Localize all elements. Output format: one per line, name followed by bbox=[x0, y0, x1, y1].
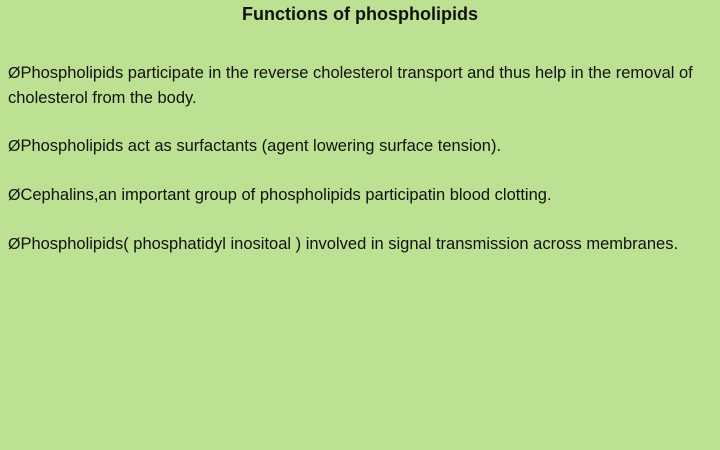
bullet-item-signal-transmission bbox=[8, 232, 708, 257]
bullet-item-reverse-cholesterol-transport bbox=[8, 61, 708, 110]
bullet-arrow-icon: Ø bbox=[8, 65, 21, 82]
bullet-arrow-icon: Ø bbox=[8, 138, 21, 155]
bullet-text: Phospholipids participate in the reverse cholesterol transport and thus help in the removal of cholesterol from the body. bbox=[8, 64, 693, 107]
slide-title: Functions of phospholipids bbox=[242, 4, 478, 24]
bullet-arrow-icon: Ø bbox=[8, 236, 21, 253]
bullet-list bbox=[8, 61, 708, 281]
bullet-text: Cephalins,an important group of phospholipids participatin blood clotting. bbox=[20, 186, 552, 204]
bullet-text: Phospholipids( phosphatidyl inositoal ) involved in signal transmission across membranes. bbox=[20, 235, 679, 253]
bullet-arrow-icon: Ø bbox=[8, 187, 21, 204]
bullet-item-blood-clotting bbox=[8, 183, 708, 208]
bullet-text: Phospholipids act as surfactants (agent lowering surface tension). bbox=[20, 137, 502, 155]
bullet-item-surfactants bbox=[8, 134, 708, 159]
